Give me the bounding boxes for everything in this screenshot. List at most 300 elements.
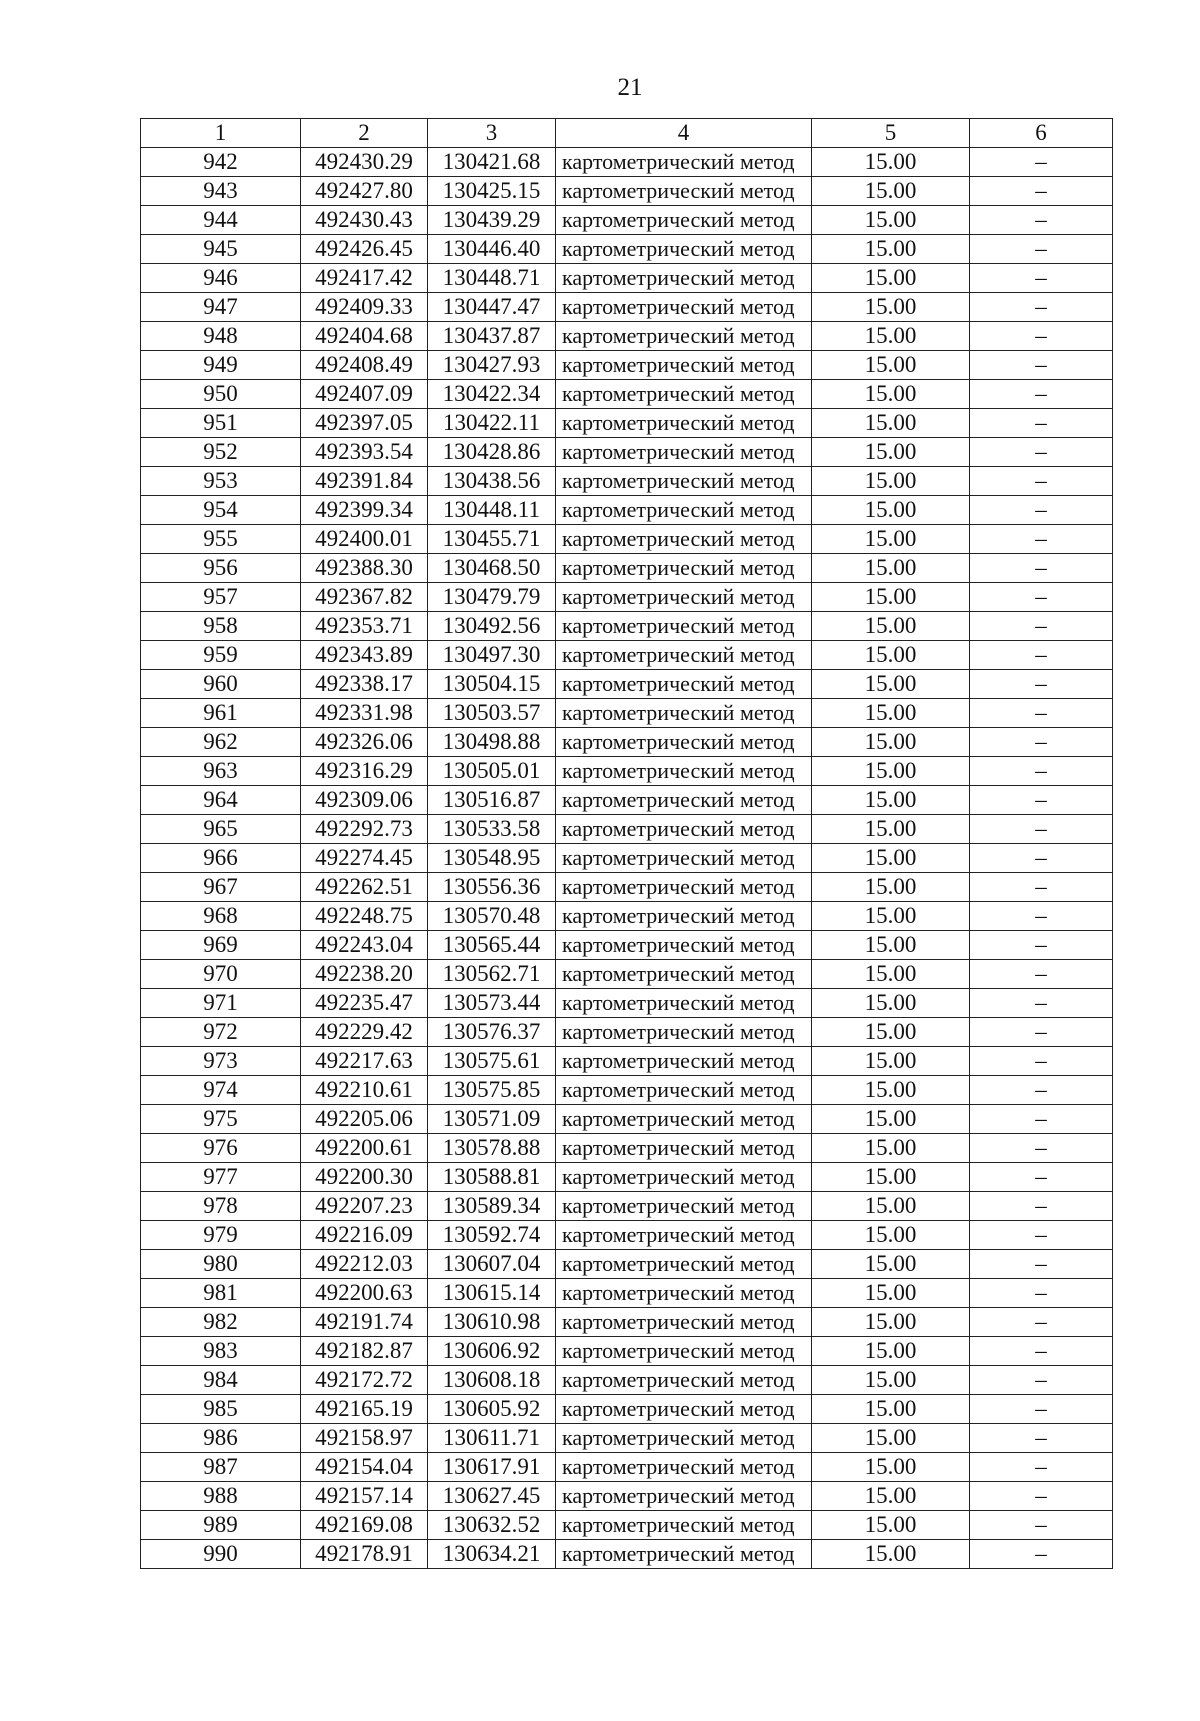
table-row <box>141 1482 1113 1511</box>
point-number-cell: 948 <box>141 322 301 351</box>
description-cell: – <box>970 1366 1113 1395</box>
description-cell: – <box>970 989 1113 1018</box>
table-row <box>141 1250 1113 1279</box>
table-row <box>141 438 1113 467</box>
x-coordinate-cell: 492200.30 <box>301 1163 428 1192</box>
description-cell: – <box>970 728 1113 757</box>
method-cell: картометрический метод <box>556 641 812 670</box>
accuracy-cell: 15.00 <box>812 293 970 322</box>
table-row <box>141 554 1113 583</box>
accuracy-cell: 15.00 <box>812 554 970 583</box>
method-cell: картометрический метод <box>556 1105 812 1134</box>
description-cell: – <box>970 1076 1113 1105</box>
method-cell: картометрический метод <box>556 960 812 989</box>
table-row <box>141 1076 1113 1105</box>
table-row <box>141 1540 1113 1569</box>
x-coordinate-cell: 492182.87 <box>301 1337 428 1366</box>
x-coordinate-cell: 492165.19 <box>301 1395 428 1424</box>
method-cell: картометрический метод <box>556 786 812 815</box>
method-cell: картометрический метод <box>556 1366 812 1395</box>
point-number-cell: 988 <box>141 1482 301 1511</box>
method-cell: картометрический метод <box>556 873 812 902</box>
point-number-cell: 954 <box>141 496 301 525</box>
method-cell: картометрический метод <box>556 1424 812 1453</box>
x-coordinate-cell: 492430.43 <box>301 206 428 235</box>
description-cell: – <box>970 1308 1113 1337</box>
method-cell: картометрический метод <box>556 148 812 177</box>
method-cell: картометрический метод <box>556 757 812 786</box>
point-number-cell: 982 <box>141 1308 301 1337</box>
accuracy-cell: 15.00 <box>812 496 970 525</box>
x-coordinate-cell: 492353.71 <box>301 612 428 641</box>
table-row <box>141 235 1113 264</box>
table-row <box>141 206 1113 235</box>
accuracy-cell: 15.00 <box>812 1511 970 1540</box>
table-row <box>141 293 1113 322</box>
x-coordinate-cell: 492229.42 <box>301 1018 428 1047</box>
y-coordinate-cell: 130438.56 <box>428 467 556 496</box>
y-coordinate-cell: 130492.56 <box>428 612 556 641</box>
point-number-cell: 977 <box>141 1163 301 1192</box>
accuracy-cell: 15.00 <box>812 583 970 612</box>
method-cell: картометрический метод <box>556 467 812 496</box>
y-coordinate-cell: 130605.92 <box>428 1395 556 1424</box>
point-number-cell: 944 <box>141 206 301 235</box>
point-number-cell: 975 <box>141 1105 301 1134</box>
method-cell: картометрический метод <box>556 1076 812 1105</box>
description-cell: – <box>970 1192 1113 1221</box>
x-coordinate-cell: 492331.98 <box>301 699 428 728</box>
description-cell: – <box>970 1221 1113 1250</box>
y-coordinate-cell: 130503.57 <box>428 699 556 728</box>
y-coordinate-cell: 130439.29 <box>428 206 556 235</box>
point-number-cell: 980 <box>141 1250 301 1279</box>
table-row <box>141 815 1113 844</box>
y-coordinate-cell: 130610.98 <box>428 1308 556 1337</box>
x-coordinate-cell: 492248.75 <box>301 902 428 931</box>
description-cell: – <box>970 148 1113 177</box>
table-row <box>141 699 1113 728</box>
accuracy-cell: 15.00 <box>812 1076 970 1105</box>
point-number-cell: 971 <box>141 989 301 1018</box>
point-number-cell: 986 <box>141 1424 301 1453</box>
table-row <box>141 1395 1113 1424</box>
accuracy-cell: 15.00 <box>812 264 970 293</box>
x-coordinate-cell: 492205.06 <box>301 1105 428 1134</box>
accuracy-cell: 15.00 <box>812 989 970 1018</box>
table-row <box>141 177 1113 206</box>
table-row <box>141 1308 1113 1337</box>
y-coordinate-cell: 130611.71 <box>428 1424 556 1453</box>
table-row <box>141 902 1113 931</box>
point-number-cell: 972 <box>141 1018 301 1047</box>
point-number-cell: 957 <box>141 583 301 612</box>
accuracy-cell: 15.00 <box>812 786 970 815</box>
x-coordinate-cell: 492388.30 <box>301 554 428 583</box>
method-cell: картометрический метод <box>556 235 812 264</box>
table-row <box>141 1366 1113 1395</box>
method-cell: картометрический метод <box>556 380 812 409</box>
x-coordinate-cell: 492274.45 <box>301 844 428 873</box>
accuracy-cell: 15.00 <box>812 525 970 554</box>
accuracy-cell: 15.00 <box>812 641 970 670</box>
method-cell: картометрический метод <box>556 1163 812 1192</box>
method-cell: картометрический метод <box>556 1395 812 1424</box>
method-cell: картометрический метод <box>556 1511 812 1540</box>
description-cell: – <box>970 1047 1113 1076</box>
y-coordinate-cell: 130427.93 <box>428 351 556 380</box>
point-number-cell: 959 <box>141 641 301 670</box>
point-number-cell: 967 <box>141 873 301 902</box>
method-cell: картометрический метод <box>556 612 812 641</box>
accuracy-cell: 15.00 <box>812 409 970 438</box>
point-number-cell: 953 <box>141 467 301 496</box>
x-coordinate-cell: 492292.73 <box>301 815 428 844</box>
description-cell: – <box>970 1511 1113 1540</box>
x-coordinate-cell: 492397.05 <box>301 409 428 438</box>
point-number-cell: 947 <box>141 293 301 322</box>
description-cell: – <box>970 1105 1113 1134</box>
table-body <box>141 148 1113 1569</box>
y-coordinate-cell: 130571.09 <box>428 1105 556 1134</box>
accuracy-cell: 15.00 <box>812 1337 970 1366</box>
method-cell: картометрический метод <box>556 699 812 728</box>
accuracy-cell: 15.00 <box>812 960 970 989</box>
table-row <box>141 670 1113 699</box>
table-row <box>141 496 1113 525</box>
method-cell: картометрический метод <box>556 815 812 844</box>
method-cell: картометрический метод <box>556 931 812 960</box>
table-row <box>141 1424 1113 1453</box>
accuracy-cell: 15.00 <box>812 873 970 902</box>
x-coordinate-cell: 492172.72 <box>301 1366 428 1395</box>
point-number-cell: 960 <box>141 670 301 699</box>
table-row <box>141 786 1113 815</box>
table-row <box>141 583 1113 612</box>
point-number-cell: 984 <box>141 1366 301 1395</box>
point-number-cell: 964 <box>141 786 301 815</box>
description-cell: – <box>970 1482 1113 1511</box>
table-row <box>141 1221 1113 1250</box>
y-coordinate-cell: 130606.92 <box>428 1337 556 1366</box>
y-coordinate-cell: 130548.95 <box>428 844 556 873</box>
x-coordinate-cell: 492393.54 <box>301 438 428 467</box>
method-cell: картометрический метод <box>556 1337 812 1366</box>
description-cell: – <box>970 960 1113 989</box>
x-coordinate-cell: 492212.03 <box>301 1250 428 1279</box>
description-cell: – <box>970 525 1113 554</box>
description-cell: – <box>970 757 1113 786</box>
table-row <box>141 1337 1113 1366</box>
accuracy-cell: 15.00 <box>812 322 970 351</box>
point-number-cell: 949 <box>141 351 301 380</box>
table-row <box>141 757 1113 786</box>
table-row <box>141 1163 1113 1192</box>
accuracy-cell: 15.00 <box>812 931 970 960</box>
y-coordinate-cell: 130634.21 <box>428 1540 556 1569</box>
description-cell: – <box>970 1337 1113 1366</box>
y-coordinate-cell: 130468.50 <box>428 554 556 583</box>
point-number-cell: 955 <box>141 525 301 554</box>
description-cell: – <box>970 380 1113 409</box>
accuracy-cell: 15.00 <box>812 612 970 641</box>
accuracy-cell: 15.00 <box>812 1134 970 1163</box>
y-coordinate-cell: 130608.18 <box>428 1366 556 1395</box>
table-row <box>141 960 1113 989</box>
accuracy-cell: 15.00 <box>812 438 970 467</box>
method-cell: картометрический метод <box>556 1453 812 1482</box>
y-coordinate-cell: 130422.11 <box>428 409 556 438</box>
x-coordinate-cell: 492154.04 <box>301 1453 428 1482</box>
point-number-cell: 979 <box>141 1221 301 1250</box>
x-coordinate-cell: 492316.29 <box>301 757 428 786</box>
x-coordinate-cell: 492417.42 <box>301 264 428 293</box>
point-number-cell: 973 <box>141 1047 301 1076</box>
point-number-cell: 970 <box>141 960 301 989</box>
method-cell: картометрический метод <box>556 1134 812 1163</box>
column-header: 2 <box>301 119 428 148</box>
table-row <box>141 467 1113 496</box>
description-cell: – <box>970 235 1113 264</box>
description-cell: – <box>970 554 1113 583</box>
description-cell: – <box>970 1279 1113 1308</box>
point-number-cell: 946 <box>141 264 301 293</box>
accuracy-cell: 15.00 <box>812 902 970 931</box>
x-coordinate-cell: 492400.01 <box>301 525 428 554</box>
y-coordinate-cell: 130448.71 <box>428 264 556 293</box>
method-cell: картометрический метод <box>556 1018 812 1047</box>
table-row <box>141 1047 1113 1076</box>
description-cell: – <box>970 670 1113 699</box>
accuracy-cell: 15.00 <box>812 757 970 786</box>
method-cell: картометрический метод <box>556 1192 812 1221</box>
y-coordinate-cell: 130573.44 <box>428 989 556 1018</box>
y-coordinate-cell: 130446.40 <box>428 235 556 264</box>
x-coordinate-cell: 492338.17 <box>301 670 428 699</box>
accuracy-cell: 15.00 <box>812 815 970 844</box>
table-row <box>141 380 1113 409</box>
table-row <box>141 873 1113 902</box>
method-cell: картометрический метод <box>556 1221 812 1250</box>
description-cell: – <box>970 1453 1113 1482</box>
y-coordinate-cell: 130570.48 <box>428 902 556 931</box>
description-cell: – <box>970 1250 1113 1279</box>
accuracy-cell: 15.00 <box>812 670 970 699</box>
point-number-cell: 987 <box>141 1453 301 1482</box>
column-header: 3 <box>428 119 556 148</box>
method-cell: картометрический метод <box>556 438 812 467</box>
description-cell: – <box>970 322 1113 351</box>
method-cell: картометрический метод <box>556 670 812 699</box>
point-number-cell: 969 <box>141 931 301 960</box>
x-coordinate-cell: 492217.63 <box>301 1047 428 1076</box>
x-coordinate-cell: 492426.45 <box>301 235 428 264</box>
accuracy-cell: 15.00 <box>812 1047 970 1076</box>
description-cell: – <box>970 1018 1113 1047</box>
point-number-cell: 985 <box>141 1395 301 1424</box>
accuracy-cell: 15.00 <box>812 177 970 206</box>
y-coordinate-cell: 130607.04 <box>428 1250 556 1279</box>
method-cell: картометрический метод <box>556 844 812 873</box>
x-coordinate-cell: 492207.23 <box>301 1192 428 1221</box>
x-coordinate-cell: 492178.91 <box>301 1540 428 1569</box>
table-row <box>141 612 1113 641</box>
table-row <box>141 148 1113 177</box>
accuracy-cell: 15.00 <box>812 728 970 757</box>
table-row <box>141 1018 1113 1047</box>
column-header: 1 <box>141 119 301 148</box>
description-cell: – <box>970 264 1113 293</box>
y-coordinate-cell: 130428.86 <box>428 438 556 467</box>
y-coordinate-cell: 130575.61 <box>428 1047 556 1076</box>
description-cell: – <box>970 409 1113 438</box>
y-coordinate-cell: 130565.44 <box>428 931 556 960</box>
y-coordinate-cell: 130437.87 <box>428 322 556 351</box>
x-coordinate-cell: 492157.14 <box>301 1482 428 1511</box>
accuracy-cell: 15.00 <box>812 1482 970 1511</box>
y-coordinate-cell: 130576.37 <box>428 1018 556 1047</box>
x-coordinate-cell: 492309.06 <box>301 786 428 815</box>
y-coordinate-cell: 130578.88 <box>428 1134 556 1163</box>
method-cell: картометрический метод <box>556 293 812 322</box>
table-row <box>141 641 1113 670</box>
description-cell: – <box>970 786 1113 815</box>
x-coordinate-cell: 492408.49 <box>301 351 428 380</box>
table-row <box>141 525 1113 554</box>
y-coordinate-cell: 130615.14 <box>428 1279 556 1308</box>
y-coordinate-cell: 130516.87 <box>428 786 556 815</box>
method-cell: картометрический метод <box>556 554 812 583</box>
y-coordinate-cell: 130627.45 <box>428 1482 556 1511</box>
x-coordinate-cell: 492367.82 <box>301 583 428 612</box>
table-row <box>141 844 1113 873</box>
accuracy-cell: 15.00 <box>812 844 970 873</box>
x-coordinate-cell: 492407.09 <box>301 380 428 409</box>
method-cell: картометрический метод <box>556 728 812 757</box>
method-cell: картометрический метод <box>556 351 812 380</box>
point-number-cell: 942 <box>141 148 301 177</box>
x-coordinate-cell: 492326.06 <box>301 728 428 757</box>
point-number-cell: 963 <box>141 757 301 786</box>
accuracy-cell: 15.00 <box>812 1250 970 1279</box>
x-coordinate-cell: 492404.68 <box>301 322 428 351</box>
description-cell: – <box>970 699 1113 728</box>
method-cell: картометрический метод <box>556 1540 812 1569</box>
accuracy-cell: 15.00 <box>812 699 970 728</box>
accuracy-cell: 15.00 <box>812 1424 970 1453</box>
point-number-cell: 958 <box>141 612 301 641</box>
description-cell: – <box>970 815 1113 844</box>
point-number-cell: 966 <box>141 844 301 873</box>
point-number-cell: 990 <box>141 1540 301 1569</box>
table-row <box>141 351 1113 380</box>
y-coordinate-cell: 130422.34 <box>428 380 556 409</box>
point-number-cell: 962 <box>141 728 301 757</box>
point-number-cell: 943 <box>141 177 301 206</box>
x-coordinate-cell: 492158.97 <box>301 1424 428 1453</box>
point-number-cell: 956 <box>141 554 301 583</box>
y-coordinate-cell: 130589.34 <box>428 1192 556 1221</box>
point-number-cell: 989 <box>141 1511 301 1540</box>
table-row <box>141 1105 1113 1134</box>
x-coordinate-cell: 492391.84 <box>301 467 428 496</box>
table-row <box>141 264 1113 293</box>
point-number-cell: 968 <box>141 902 301 931</box>
table-row <box>141 1453 1113 1482</box>
description-cell: – <box>970 1163 1113 1192</box>
accuracy-cell: 15.00 <box>812 467 970 496</box>
table-header-row <box>141 119 1113 148</box>
accuracy-cell: 15.00 <box>812 1279 970 1308</box>
column-header: 6 <box>970 119 1113 148</box>
y-coordinate-cell: 130504.15 <box>428 670 556 699</box>
x-coordinate-cell: 492191.74 <box>301 1308 428 1337</box>
table-row <box>141 931 1113 960</box>
y-coordinate-cell: 130421.68 <box>428 148 556 177</box>
y-coordinate-cell: 130448.11 <box>428 496 556 525</box>
method-cell: картометрический метод <box>556 989 812 1018</box>
point-number-cell: 978 <box>141 1192 301 1221</box>
method-cell: картометрический метод <box>556 902 812 931</box>
accuracy-cell: 15.00 <box>812 1105 970 1134</box>
accuracy-cell: 15.00 <box>812 206 970 235</box>
point-number-cell: 976 <box>141 1134 301 1163</box>
description-cell: – <box>970 583 1113 612</box>
description-cell: – <box>970 1134 1113 1163</box>
accuracy-cell: 15.00 <box>812 1453 970 1482</box>
point-number-cell: 950 <box>141 380 301 409</box>
column-header: 4 <box>556 119 812 148</box>
table-row <box>141 1511 1113 1540</box>
method-cell: картометрический метод <box>556 206 812 235</box>
accuracy-cell: 15.00 <box>812 1395 970 1424</box>
y-coordinate-cell: 130505.01 <box>428 757 556 786</box>
x-coordinate-cell: 492200.61 <box>301 1134 428 1163</box>
accuracy-cell: 15.00 <box>812 1018 970 1047</box>
description-cell: – <box>970 1540 1113 1569</box>
accuracy-cell: 15.00 <box>812 1366 970 1395</box>
x-coordinate-cell: 492216.09 <box>301 1221 428 1250</box>
accuracy-cell: 15.00 <box>812 1308 970 1337</box>
y-coordinate-cell: 130497.30 <box>428 641 556 670</box>
y-coordinate-cell: 130533.58 <box>428 815 556 844</box>
accuracy-cell: 15.00 <box>812 235 970 264</box>
accuracy-cell: 15.00 <box>812 1192 970 1221</box>
x-coordinate-cell: 492200.63 <box>301 1279 428 1308</box>
description-cell: – <box>970 293 1113 322</box>
method-cell: картометрический метод <box>556 1482 812 1511</box>
description-cell: – <box>970 641 1113 670</box>
description-cell: – <box>970 1424 1113 1453</box>
column-header: 5 <box>812 119 970 148</box>
method-cell: картометрический метод <box>556 409 812 438</box>
method-cell: картометрический метод <box>556 1279 812 1308</box>
point-number-cell: 952 <box>141 438 301 467</box>
x-coordinate-cell: 492399.34 <box>301 496 428 525</box>
y-coordinate-cell: 130588.81 <box>428 1163 556 1192</box>
point-number-cell: 961 <box>141 699 301 728</box>
x-coordinate-cell: 492430.29 <box>301 148 428 177</box>
table-row <box>141 409 1113 438</box>
x-coordinate-cell: 492210.61 <box>301 1076 428 1105</box>
table-row <box>141 322 1113 351</box>
method-cell: картометрический метод <box>556 1308 812 1337</box>
description-cell: – <box>970 844 1113 873</box>
y-coordinate-cell: 130556.36 <box>428 873 556 902</box>
point-number-cell: 945 <box>141 235 301 264</box>
y-coordinate-cell: 130425.15 <box>428 177 556 206</box>
description-cell: – <box>970 902 1113 931</box>
